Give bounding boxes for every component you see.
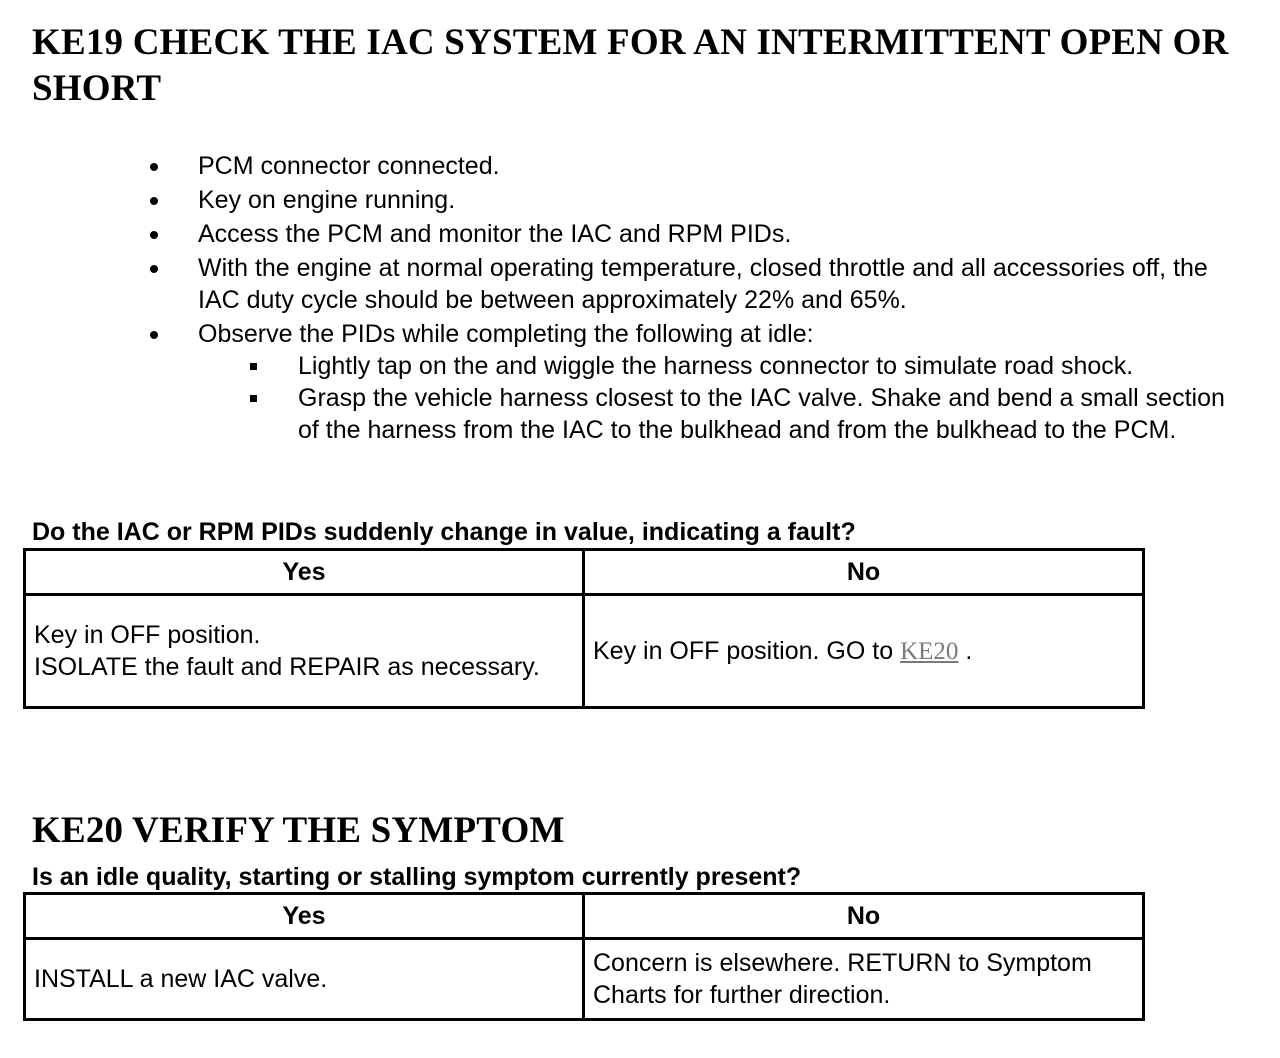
yes-cell-line: Key in OFF position. bbox=[34, 621, 261, 649]
sub-list-item bbox=[198, 350, 1228, 382]
list-item bbox=[0, 218, 1238, 250]
list-item bbox=[0, 318, 1238, 446]
yes-header: Yes bbox=[25, 550, 584, 595]
ke19-sub-list bbox=[198, 350, 1238, 446]
table-row bbox=[25, 939, 1144, 1020]
sub-list-item-text: Lightly tap on the and wiggle the harness connector to simulate road shock. bbox=[298, 352, 1134, 380]
list-item-text: Observe the PIDs while completing the following at idle: bbox=[198, 320, 814, 348]
list-item bbox=[0, 150, 1238, 182]
bullet-dot-icon bbox=[150, 265, 158, 273]
list-item bbox=[0, 184, 1238, 216]
list-item-text: PCM connector connected. bbox=[198, 152, 500, 180]
ke20-title: KE20 VERIFY THE SYMPTOM bbox=[32, 810, 565, 851]
list-item-text: Access the PCM and monitor the IAC and RPM PIDs. bbox=[198, 220, 792, 248]
bullet-square-icon bbox=[250, 395, 257, 402]
sub-list-item bbox=[198, 382, 1228, 446]
no-cell-suffix: . bbox=[958, 636, 973, 665]
ke20-decision-table bbox=[23, 892, 1145, 1021]
list-item bbox=[0, 252, 1238, 316]
no-header: No bbox=[584, 894, 1144, 939]
bullet-dot-icon bbox=[150, 163, 158, 171]
bullet-dot-icon bbox=[150, 231, 158, 239]
ke20-question: Is an idle quality, starting or stalling symptom currently present? bbox=[32, 863, 802, 891]
ke20-link[interactable]: KE20 bbox=[900, 637, 959, 665]
yes-cell: INSTALL a new IAC valve. bbox=[25, 939, 584, 1020]
ke19-decision-table bbox=[23, 548, 1145, 709]
no-cell: Concern is elsewhere. RETURN to Symptom Charts for further direction. bbox=[584, 939, 1144, 1020]
ke19-instruction-list bbox=[0, 150, 1280, 448]
bullet-square-icon bbox=[250, 363, 257, 370]
table-header-row bbox=[25, 894, 1144, 939]
no-header: No bbox=[584, 550, 1144, 595]
bullet-dot-icon bbox=[150, 197, 158, 205]
yes-cell bbox=[25, 595, 584, 708]
list-item-text: Key on engine running. bbox=[198, 186, 456, 214]
ke19-question: Do the IAC or RPM PIDs suddenly change in value, indicating a fault? bbox=[32, 518, 856, 546]
list-item-text: With the engine at normal operating temperature, closed throttle and all accessories off, the IAC duty cycle should be between approximately 22% and 65%. bbox=[198, 254, 1208, 314]
ke19-title: KE19 CHECK THE IAC SYSTEM FOR AN INTERMITTENT OPEN OR SHORT bbox=[32, 22, 1229, 109]
yes-header: Yes bbox=[25, 894, 584, 939]
table-header-row bbox=[25, 550, 1144, 595]
sub-list-item-text: Grasp the vehicle harness closest to the IAC valve. Shake and bend a small section of the harness from the IAC to the bulkhead and from the bulkhead to the PCM. bbox=[298, 384, 1225, 444]
no-cell-text: Key in OFF position. GO to bbox=[593, 636, 901, 665]
table-row bbox=[25, 595, 1144, 708]
yes-cell-line: ISOLATE the fault and REPAIR as necessary. bbox=[34, 653, 540, 681]
no-cell bbox=[584, 595, 1144, 708]
bullet-dot-icon bbox=[150, 331, 158, 339]
